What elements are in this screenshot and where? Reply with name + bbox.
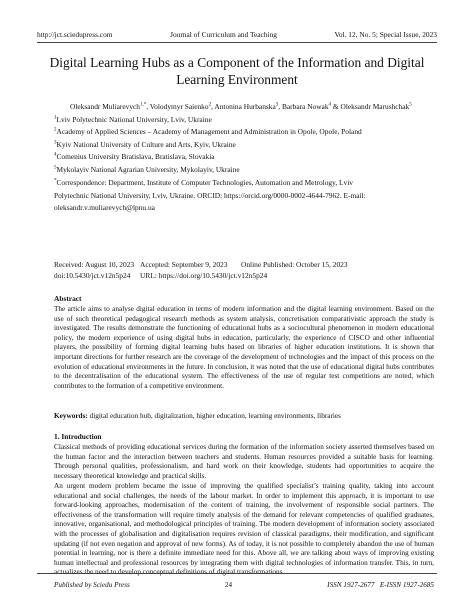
published-date: Online Published: October 15, 2023 [241, 260, 348, 269]
doi: doi:10.5430/jct.v12n5p24 [54, 271, 131, 280]
issn: ISSN 1927-2677 E-ISSN 1927-2685 [327, 581, 434, 589]
correspondence-email[interactable]: oleksandr.v.muliarevych@lpnu.ua [54, 203, 155, 212]
affiliation: $^5$Mykolayiv National Agrarian University, Mykolayiv, Ukraine [54, 165, 240, 174]
footer-rule [37, 573, 437, 574]
affiliation: $^4$Comenius University Bratislava, Bratislava, Slovakia [54, 152, 215, 161]
author: Oleksandr Marushchak$^5$ [340, 102, 412, 111]
intro-paragraph-2: An urgent modern problem became the issue of improving the qualified specialist’s training quality, taking into account educational and social challenges, the needs of the labour market. In order to implement this approach, it is important to use forward-looking approaches, modernisation of the content of training, the involvement of responsible social partners. The effectiveness of the transformation will require timely analysis of the demand for relevant competencies of qualified graduates, innovative, organisational, and methodological principles of training. The modern development of information society associated with the processes of globalisation and digitalisation requires revision of classical paradigms, their modification, and significant updating (if not even negation and approval of new forms). As of today, it is not possible to completely abandon the use of human potential in learning, nor is there a definite immediate need for this. Above all, we are talking about ways of improving existing human intellectual and professional resources by integrating them with digital technologies of information transfer. This, in turn, actualizes the need to develop conceptual definitions of digital transformations. [54, 482, 434, 577]
header-rule [37, 42, 437, 43]
intro-paragraph-1: Classical methods of providing educational services during the formation of the information society asserted themselves based on the human factor and the interaction between teachers and students. Human resources provided a suitable basis for learning. Through personal qualities, professionalism, and hard work on their knowledge, students had opportunities to acquire the necessary theoretical knowledge and practical skills. [54, 443, 434, 480]
correspondence: *Correspondence: Department, Institute of Computer Technologies, Automation and Metrology, Lviv [54, 178, 353, 187]
running-footer [54, 581, 434, 589]
abstract-text: The article aims to analyse digital education in terms of modern information and the digital learning environment. Based on the use of such theoretical pedagogical research methods as system analysis, concretisation comparativistic approach the study is investigated. The results demonstrate the functioning of educational hubs as a sociocultural phenomenon in modern educational policy, the modern experience of using digital hubs in education, particularly, the experience of CISCO and other influential players, the possibility of forming digital learning hubs based on libraries of higher education institutions. It is shown that important directions for further research are the coverage of the development of technologies and the impact of this process on the evolution of educational environments in the future. In conclusion, it was noted that the use of educational digital hubs contributes to the decentralisation of the educational system. The effectiveness of the use of regular test competitions are noted, which contributes to the formation of a competitive environment. [54, 305, 434, 390]
abstract-heading: Abstract [54, 294, 82, 303]
journal-name: Journal of Curriculum and Teaching [170, 30, 277, 39]
journal-url[interactable]: http://jct.sciedupress.com [37, 30, 113, 39]
accepted-date: Accepted: September 9, 2023 [140, 260, 228, 269]
author: Barbara Nowak$^4$ [281, 102, 332, 111]
paper-title: Digital Learning Hubs as a Component of the Information and Digital Learning Environment [49, 55, 425, 87]
doi-url[interactable]: URL: https://doi.org/10.5430/jct.v12n5p24 [140, 271, 268, 280]
author: Oleksandr Muliarevych$^{1,*}$ [70, 102, 147, 111]
keywords-text: digital education hub, digitalization, higher education, learning environments, libraries [89, 412, 341, 420]
journal-issue: Vol. 12, No. 5; Special Issue, 2023 [334, 30, 437, 39]
page-number: 24 [224, 581, 233, 589]
received-date: Received: August 10, 2023 [54, 260, 135, 269]
correspondence-line: Polytechnic National University, Lviv, Ukraine. ORCID: https://orcid.org/0000-0002-4644-7962. E-mail: [54, 191, 366, 200]
affiliation: $^2$Academy of Applied Sciences – Academy of Management and Administration in Opole, Opole, Poland [54, 127, 362, 136]
author-list: Oleksandr Muliarevych$^{1,*}$, Volodymyr Saienko$^2$, Antonina Hurbanska$^3$, Barbara Nowak$^4$ & Oleksandr Marushchak$^5$ [70, 102, 412, 111]
section-heading: 1. Introduction [54, 432, 102, 441]
author: Antonina Hurbanska$^3$ [214, 102, 279, 111]
affiliation: $^3$Kyiv National University of Culture and Arts, Kyiv, Ukraine [54, 140, 236, 149]
keywords [54, 412, 434, 422]
running-header [37, 30, 437, 39]
affiliation: $^1$Lviv Polytechnic National University, Lviv, Ukraine [54, 115, 212, 124]
author: Volodymyr Saienko$^2$ [149, 102, 212, 111]
publication-dates [54, 259, 434, 281]
publisher: Published by Sciedu Press [54, 581, 130, 589]
keywords-label: Keywords: [54, 412, 88, 420]
